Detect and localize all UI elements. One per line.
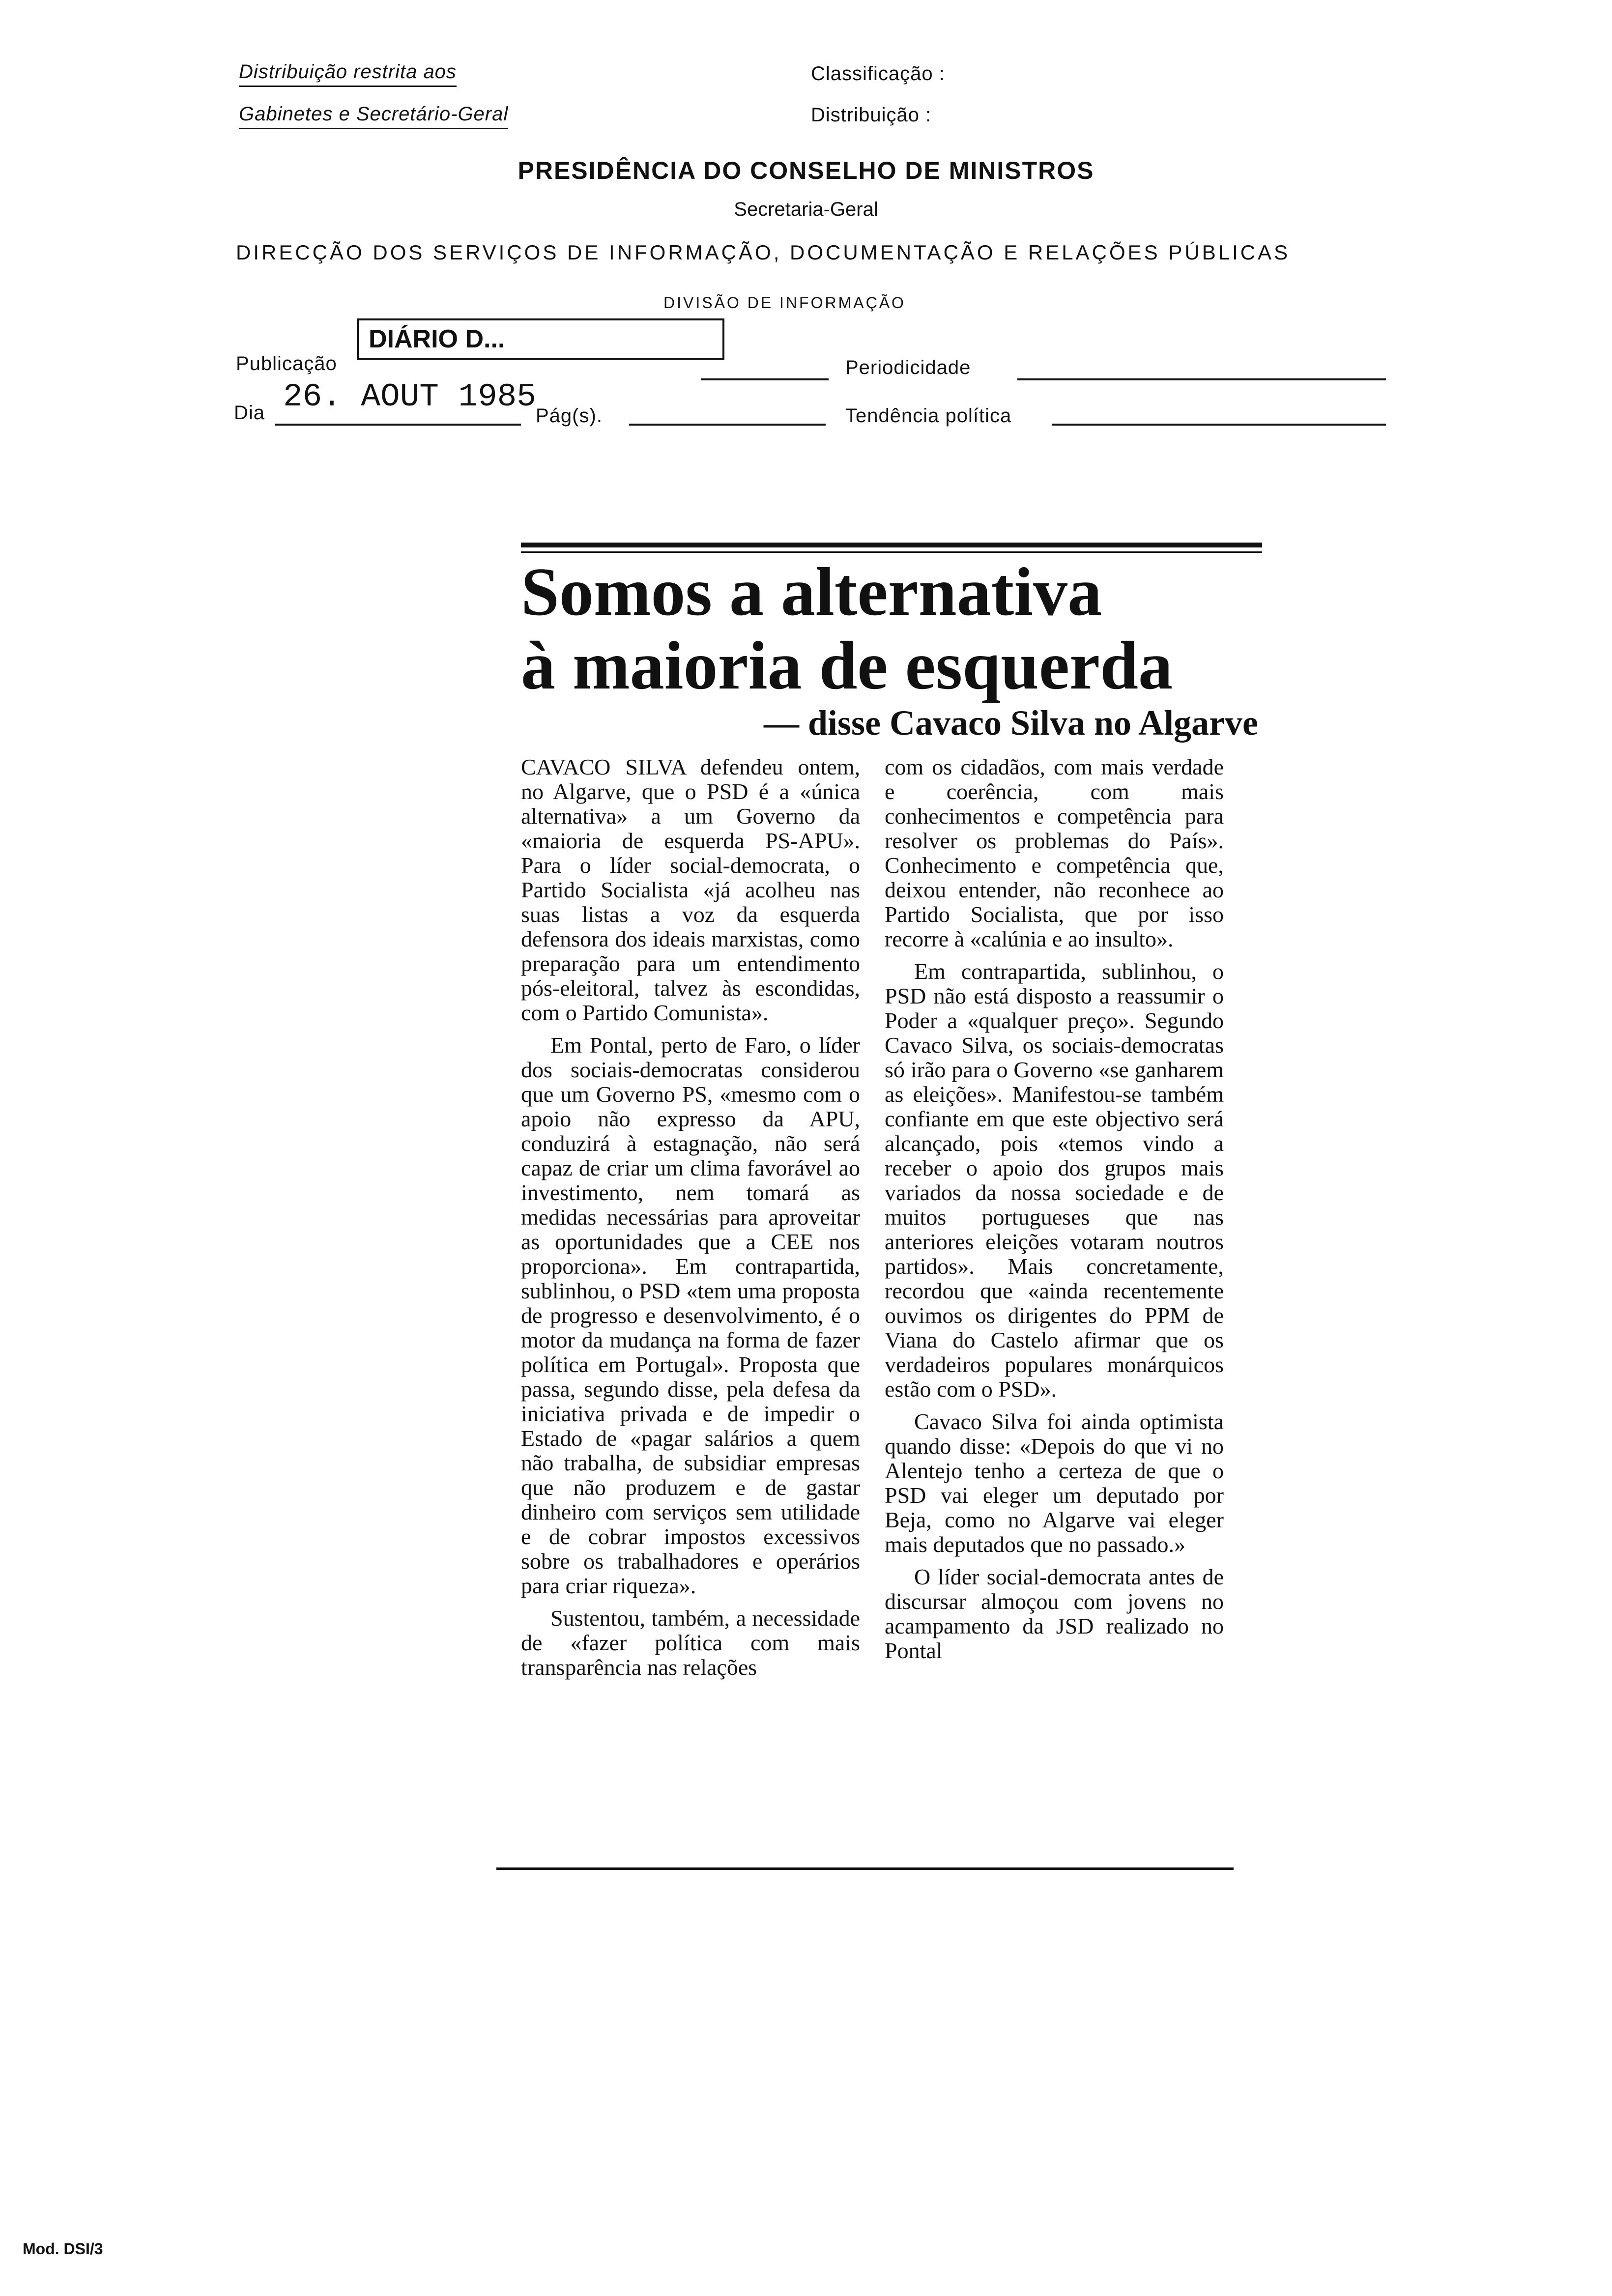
right-paragraph-4: O líder social-democrata antes de discursar almoçou com jovens no acampamento da JSD realizado no Pontal	[885, 1564, 1224, 1663]
dia-value: 26. AOUT 1985	[283, 378, 536, 415]
left-paragraph-1: CAVACO SILVA defendeu ontem, no Algarve, que o PSD é a «única alternativa» a um Governo da «maioria de esquerda PS-APU». Para o líder social-democrata, o Partido Socialista «já acolheu nas suas listas a voz da esquerda defensora dos ideais marxistas, como preparação para um entendimento pós-eleitoral, talvez às escondidas, com o Partido Comunista».	[521, 755, 860, 1025]
periodicidade-underline	[1017, 378, 1386, 380]
publicacao-underline	[701, 378, 829, 380]
restricted-line-1: Distribuição restrita aos	[239, 61, 457, 83]
headline-line-1: Somos a alternativa	[521, 554, 1102, 630]
headline-line-2: à maioria de esquerda	[521, 628, 1173, 704]
article-right-column	[885, 755, 1224, 1846]
org-title: PRESIDÊNCIA DO CONSELHO DE MINISTROS	[518, 157, 1094, 184]
distribuicao-label: Distribuição :	[811, 104, 932, 126]
left-paragraph-3: Sustentou, também, a necessidade de «fazer política com mais transparência nas relações	[521, 1606, 860, 1680]
right-paragraph-1: com os cidadãos, com mais verdade e coerência, com mais conhecimentos e competência para resolver os problemas do País». Conhecimento e competência que, deixou entender, não reconhece ao Partido Socialista, que por isso recorre à «calúnia e ao insulto».	[885, 755, 1224, 951]
periodicidade-label: Periodicidade	[845, 357, 971, 378]
article-top-rule-thin	[521, 551, 1262, 553]
org-subtitle: Secretaria-Geral	[734, 199, 878, 220]
publicacao-stamp: DIÁRIO D...	[357, 318, 724, 360]
dia-underline	[275, 424, 521, 426]
classificacao-label: Classificação :	[811, 63, 945, 85]
division: DIVISÃO DE INFORMAÇÃO	[663, 294, 906, 312]
tendencia-label: Tendência política	[845, 405, 1012, 427]
tendencia-underline	[1052, 424, 1386, 426]
article-left-column	[521, 755, 860, 1846]
dia-label: Dia	[234, 402, 265, 424]
form-code: Mod. DSI/3	[23, 2240, 103, 2258]
right-paragraph-3: Cavaco Silva foi ainda optimista quando disse: «Depois do que vi no Alentejo tenho a certeza de que o PSD vai eleger um deputado por Beja, como no Algarve vai eleger mais deputados que no passado.»	[885, 1409, 1224, 1557]
pags-label: Pág(s).	[536, 405, 603, 427]
article-bottom-rule	[496, 1867, 1234, 1870]
pags-underline	[629, 424, 826, 426]
right-paragraph-2: Em contrapartida, sublinhou, o PSD não está disposto a reassumir o Poder a «qualquer preço». Segundo Cavaco Silva, os sociais-democratas só irão para o Governo «se ganharem as eleições». Manifestou-se também confiante em que este objectivo será alcançado, pois «temos vindo a receber o apoio dos grupos mais variados da nossa sociedade e de muitos portugueses que nas anteriores eleições votaram noutros partidos». Mais concretamente, recordou que «ainda recentemente ouvimos os dirigentes do PPM de Viana do Castelo afirmar que os verdadeiros populares monárquicos estão com o PSD».	[885, 959, 1224, 1402]
left-paragraph-2: Em Pontal, perto de Faro, o líder dos sociais-democratas considerou que um Governo PS, «mesmo com o apoio não expresso da APU, conduzirá à estagnação, não será capaz de criar um clima favorável ao investimento, nem tomará as medidas necessárias para aproveitar as oportunidades que a CEE nos proporciona». Em contrapartida, sublinhou, o PSD «tem uma proposta de progresso e desenvolvimento, é o motor da mudança na forma de fazer política em Portugal». Proposta que passa, segundo disse, pela defesa da iniciativa privada e de impedir o Estado de «pagar salários a quem não trabalha, de subsidiar empresas que não produzem e de gastar dinheiro com serviços sem utilidade e de cobrar impostos excessivos sobre os trabalhadores e operários para criar riqueza».	[521, 1033, 860, 1598]
directorate: DIRECÇÃO DOS SERVIÇOS DE INFORMAÇÃO, DOCUMENTAÇÃO E RELAÇÕES PÚBLICAS	[236, 241, 1291, 264]
subheadline: — disse Cavaco Silva no Algarve	[763, 703, 1258, 743]
publicacao-label: Publicação	[236, 353, 337, 374]
article-top-rule	[521, 543, 1262, 547]
restricted-line-2: Gabinetes e Secretário-Geral	[239, 103, 508, 125]
